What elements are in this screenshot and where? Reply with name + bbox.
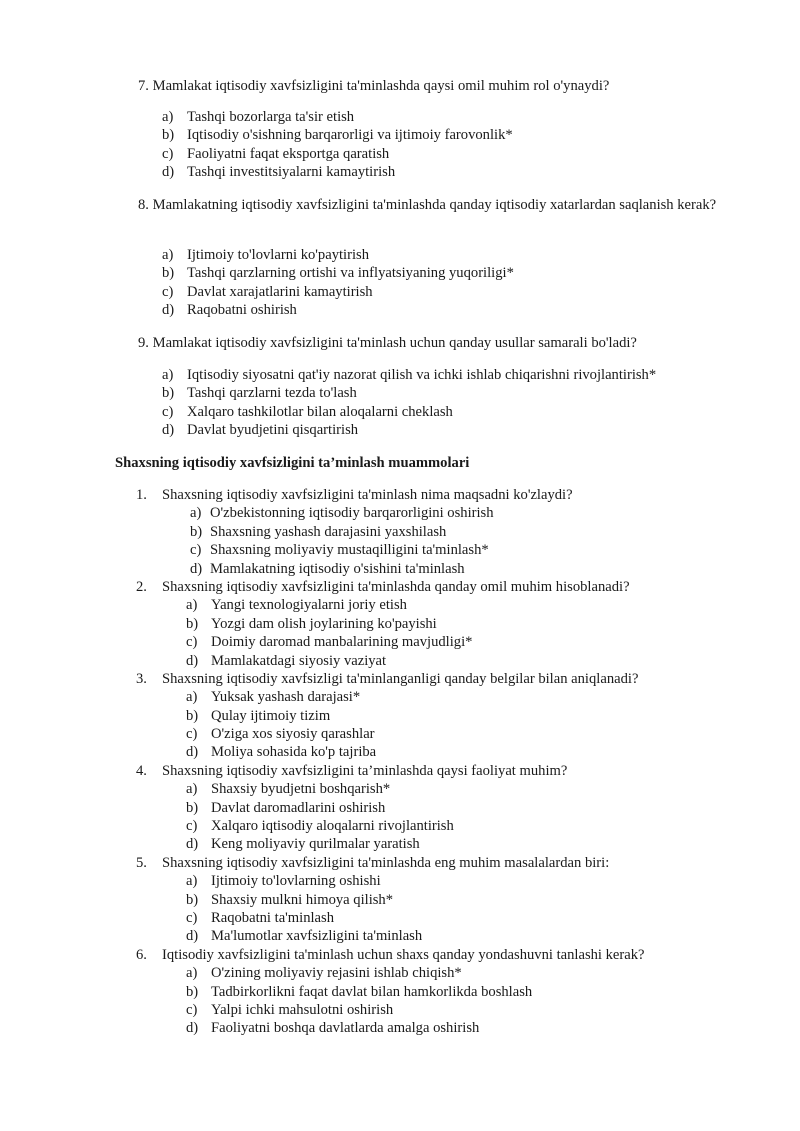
option-text: Yalpi ichki mahsulotni oshirish — [211, 1001, 394, 1018]
option-text: Iqtisodiy siyosatni qat'iy nazorat qilish va ichki ishlab chiqarishni rivojlantirish* — [187, 367, 657, 383]
option-letter: d) — [186, 744, 199, 761]
option-text: Tashqi qarzlarni tezda to'lash — [187, 385, 357, 402]
question-7: 7. Mamlakat iqtisodiy xavfsizligini ta'minlashda qaysi omil muhim rol o'ynaydi? — [138, 78, 610, 94]
option-text: Ma'lumotlar xavfsizligini ta'minlash — [211, 928, 423, 945]
section-question-6 — [136, 946, 756, 1038]
question-number: 6. — [136, 946, 147, 963]
option-letter: d) — [186, 928, 199, 945]
option-text: Shaxsning moliyaviy mustaqilligini ta'minlash* — [210, 542, 489, 559]
option-text: Raqobatni ta'minlash — [211, 909, 335, 926]
option — [162, 384, 656, 402]
option-text: O'ziga xos siyosiy qarashlar — [211, 726, 375, 743]
option-letter: a) — [186, 689, 198, 706]
question-options — [136, 872, 756, 946]
option-text: Keng moliyaviy qurilmalar yaratish — [211, 836, 420, 853]
option-letter: b) — [162, 385, 175, 402]
option-text: Tashqi qarzlarning ortishi va inflyatsiyaning yuqoriligi* — [187, 265, 514, 282]
section-heading: Shaxsning iqtisodiy xavfsizligini ta’minlash muammolari — [115, 455, 470, 471]
option-letter: a) — [190, 505, 202, 522]
question-options — [136, 780, 756, 854]
option — [186, 1001, 756, 1019]
option — [186, 872, 756, 890]
option-letter: d) — [162, 302, 175, 319]
option — [186, 615, 756, 633]
option-text: Shaxsiy mulkni himoya qilish* — [211, 891, 394, 908]
question-options — [136, 688, 756, 762]
option — [162, 246, 514, 264]
option-letter: d) — [186, 1020, 199, 1037]
option — [186, 927, 756, 945]
option-text: Tadbirkorlikni faqat davlat bilan hamkorlikda boshlash — [211, 983, 533, 1000]
option — [186, 799, 756, 817]
option-text: Ijtimoiy to'lovlarni ko'paytirish — [187, 247, 369, 263]
option-letter: c) — [162, 145, 174, 162]
option — [186, 707, 756, 725]
option — [190, 560, 756, 578]
option-text: Xalqaro iqtisodiy aloqalarni rivojlantirish — [211, 818, 454, 835]
option — [190, 541, 756, 559]
option — [162, 301, 514, 319]
option-text: Davlat xarajatlarini kamaytirish — [187, 283, 373, 300]
section-question-list — [136, 486, 756, 1038]
option — [162, 108, 513, 126]
option — [162, 366, 656, 384]
option-text: Yozgi dam olish joylarining ko'payishi — [211, 615, 437, 632]
option-letter: c) — [162, 403, 174, 420]
question-number: 2. — [136, 578, 147, 595]
option-letter: b) — [186, 707, 199, 724]
option-text: Moliya sohasida ko'p tajriba — [211, 744, 377, 761]
option-text: Doimiy daromad manbalarining mavjudligi* — [211, 634, 473, 651]
option-letter: a) — [186, 597, 198, 614]
option-text: Tashqi investitsiyalarni kamaytirish — [187, 164, 396, 181]
question-options — [136, 964, 756, 1038]
option-letter: c) — [162, 283, 174, 300]
option-letter: b) — [162, 127, 175, 144]
question-text: Iqtisodiy xavfsizligini ta'minlash uchun shaxs qanday yondashuvni tanlashi kerak? — [162, 946, 645, 963]
option-letter: d) — [186, 652, 199, 669]
option — [186, 652, 756, 670]
option — [162, 126, 513, 144]
option-letter: d) — [190, 560, 203, 577]
option-letter: b) — [190, 523, 203, 540]
option-letter: c) — [186, 909, 198, 926]
option-letter: b) — [186, 615, 199, 632]
option — [186, 596, 756, 614]
option-text: Qulay ijtimoiy tizim — [211, 707, 331, 724]
option-text: Raqobatni oshirish — [187, 302, 297, 319]
option-letter: c) — [186, 1001, 198, 1018]
option-letter: b) — [162, 265, 175, 282]
option — [186, 891, 756, 909]
option-text: O'zbekistonning iqtisodiy barqarorligini oshirish — [210, 505, 494, 522]
section-question-1 — [136, 486, 756, 578]
option-letter: d) — [186, 836, 199, 853]
option-text: Mamlakatdagi siyosiy vaziyat — [211, 652, 387, 669]
option — [162, 283, 514, 301]
section-question-3 — [136, 670, 756, 762]
option-text: Iqtisodiy o'sishning barqarorligi va ijtimoiy farovonlik* — [187, 127, 513, 144]
option — [186, 817, 756, 835]
option-text: Tashqi bozorlarga ta'sir etish — [187, 109, 355, 125]
option-letter: b) — [186, 891, 199, 908]
option — [186, 725, 756, 743]
option — [162, 403, 656, 421]
option — [190, 523, 756, 541]
question-number: 5. — [136, 854, 147, 871]
section-question-2 — [136, 578, 756, 670]
option-text: Shaxsiy byudjetni boshqarish* — [211, 781, 391, 798]
option-letter: a) — [186, 781, 198, 798]
question-text: Shaxsning iqtisodiy xavfsizligini ta'minlashda eng muhim masalalardan biri: — [162, 854, 610, 871]
question-number: 1. — [136, 487, 147, 503]
question-number: 4. — [136, 762, 147, 779]
option — [162, 145, 513, 163]
option-letter: c) — [186, 818, 198, 835]
option-text: Mamlakatning iqtisodiy o'sishini ta'minlash — [210, 560, 465, 577]
question-9-options — [162, 366, 656, 440]
option-letter: c) — [190, 542, 202, 559]
option — [186, 688, 756, 706]
option-letter: b) — [186, 983, 199, 1000]
option-letter: d) — [162, 164, 175, 181]
option-text: Davlat daromadlarini oshirish — [211, 799, 386, 816]
option-text: Faoliyatni faqat eksportga qaratish — [187, 145, 390, 162]
question-text: Shaxsning iqtisodiy xavfsizligi ta'minlanganligi qanday belgilar bilan aniqlanadi? — [162, 670, 639, 687]
option-letter: a) — [186, 873, 198, 890]
section-question-4 — [136, 762, 756, 854]
option-text: Xalqaro tashkilotlar bilan aloqalarni cheklash — [187, 403, 453, 420]
option-text: Davlat byudjetini qisqartirish — [187, 422, 359, 439]
question-8: 8. Mamlakatning iqtisodiy xavfsizligini ta'minlashda qanday iqtisodiy xatarlardan saqlanish kerak? — [138, 197, 717, 213]
option — [186, 909, 756, 927]
option-text: O'zining moliyaviy rejasini ishlab chiqish* — [211, 965, 462, 982]
section-question-5 — [136, 854, 756, 946]
option — [186, 743, 756, 761]
option-letter: a) — [162, 367, 174, 383]
question-9: 9. Mamlakat iqtisodiy xavfsizligini ta'minlash uchun qanday usullar samarali bo'ladi? — [138, 335, 637, 351]
option — [190, 504, 756, 522]
option-letter: b) — [186, 799, 199, 816]
option-letter: c) — [186, 726, 198, 743]
question-number: 3. — [136, 670, 147, 687]
option-letter: a) — [186, 965, 198, 982]
question-text: Shaxsning iqtisodiy xavfsizligini ta’minlashda qaysi faoliyat muhim? — [162, 762, 568, 779]
option — [186, 983, 756, 1001]
question-text: Shaxsning iqtisodiy xavfsizligini ta'minlash nima maqsadni ko'zlaydi? — [162, 487, 573, 503]
option — [186, 1019, 756, 1037]
option — [162, 421, 656, 439]
question-text: Shaxsning iqtisodiy xavfsizligini ta'minlashda qanday omil muhim hisoblanadi? — [162, 578, 630, 595]
option-text: Ijtimoiy to'lovlarning oshishi — [211, 873, 381, 890]
question-8-options — [162, 246, 514, 320]
question-7-options — [162, 108, 513, 182]
option-letter: d) — [162, 422, 175, 439]
option-text: Yangi texnologiyalarni joriy etish — [211, 597, 407, 614]
question-options — [136, 596, 756, 670]
option — [162, 163, 513, 181]
option — [186, 964, 756, 982]
option-text: Shaxsning yashash darajasini yaxshilash — [210, 523, 447, 540]
option — [162, 264, 514, 282]
option-letter: a) — [162, 247, 174, 263]
option — [186, 780, 756, 798]
option — [186, 633, 756, 651]
option-text: Faoliyatni boshqa davlatlarda amalga oshirish — [211, 1020, 480, 1037]
option-letter: c) — [186, 634, 198, 651]
option-letter: a) — [162, 109, 174, 125]
question-options — [136, 504, 756, 578]
option-text: Yuksak yashash darajasi* — [211, 689, 361, 706]
option — [186, 835, 756, 853]
